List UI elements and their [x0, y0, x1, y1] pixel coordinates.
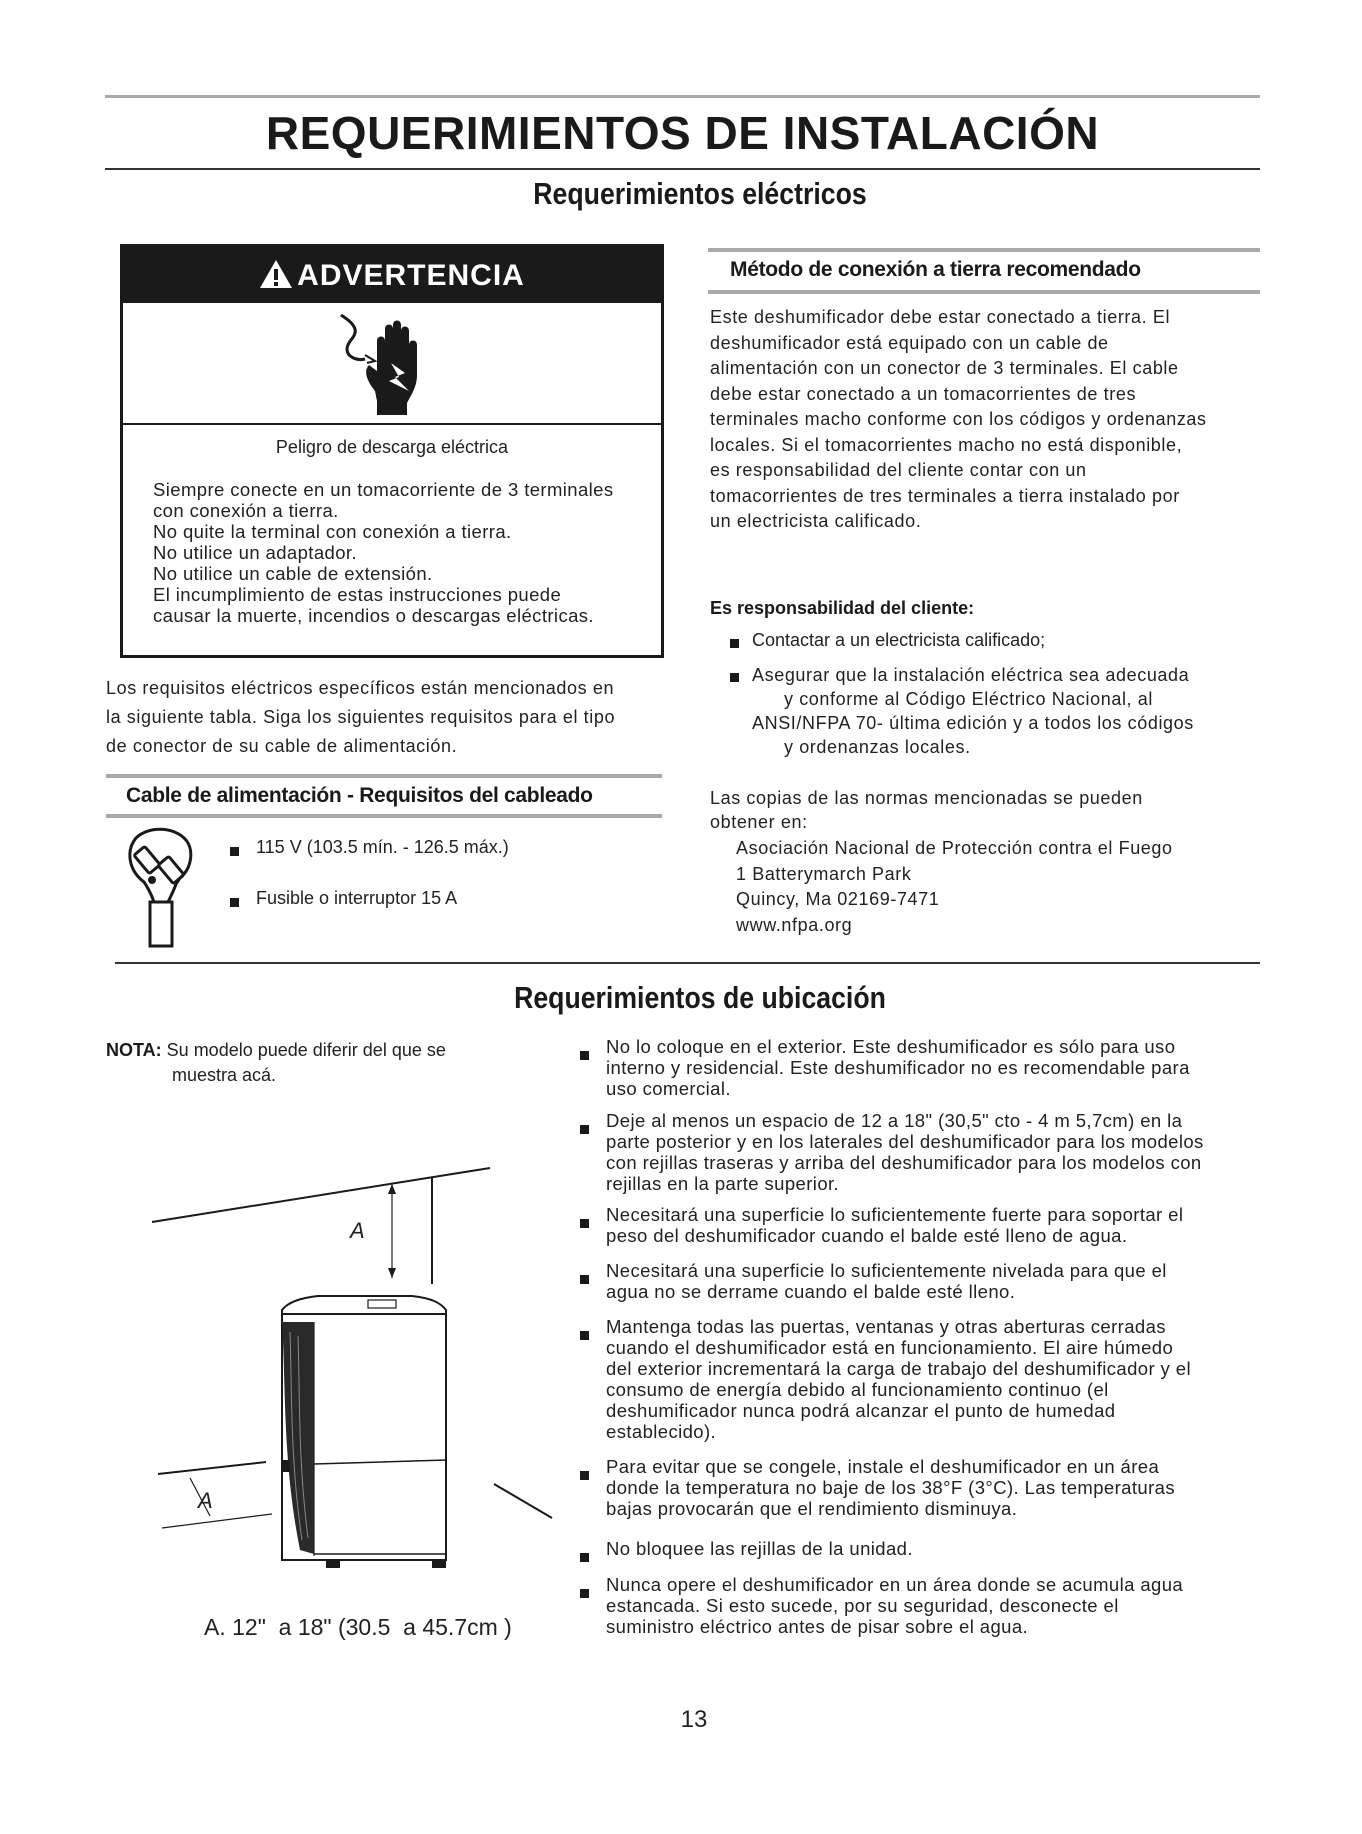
customer-item — [752, 663, 1194, 759]
copies-line: obtener en: — [710, 812, 808, 832]
top-rule — [105, 95, 1260, 98]
address-line: www.nfpa.org — [736, 914, 853, 935]
page-title: REQUERIMIENTOS DE INSTALACIÓN — [265, 107, 1100, 159]
cord-item: 115 V (103.5 mín. - 126.5 máx.) — [256, 837, 509, 857]
dehumidifier-clearance-diagram — [150, 1160, 560, 1640]
diagram-caption: A. 12" a 18" (30.5 a 45.7cm ) — [204, 1614, 512, 1640]
location-line: No bloquee las rejillas de la unidad. — [606, 1538, 913, 1559]
location-item-text — [606, 1204, 1183, 1246]
cord-bullet — [230, 894, 239, 912]
note-line: muestra acá. — [172, 1065, 277, 1085]
warning-hazard: Peligro de descarga eléctrica — [275, 437, 509, 457]
location-line: con rejillas traseras y arriba del deshumificador para los modelos con — [606, 1152, 1202, 1173]
location-line: Deje al menos un espacio de 12 a 18" (30,5" cto - 4 m 5,7cm) en la — [606, 1110, 1183, 1131]
cord-heading: Cable de alimentación - Requisitos del cableado — [126, 784, 593, 807]
location-bullet — [580, 1267, 589, 1288]
location-line: estancada. Si esto sucede, por su seguridad, desconecte el — [606, 1595, 1119, 1616]
customer-bullet — [730, 669, 739, 687]
customer-bullet — [730, 635, 739, 653]
copies-intro — [710, 786, 1143, 834]
warning-line: con conexión a tierra. — [153, 500, 339, 521]
location-line: interno y residencial. Este deshumificador no es recomendable para — [606, 1057, 1190, 1078]
customer-item: Contactar a un electricista calificado; — [752, 630, 1046, 650]
location-line: consumo de energía debido al funcionamiento continuo (el — [606, 1379, 1109, 1400]
electrical-section-title: Requerimientos eléctricos — [533, 176, 867, 211]
requirements-paragraph — [106, 674, 615, 761]
note-label: NOTA: — [106, 1040, 162, 1060]
section-divider — [115, 962, 1260, 964]
location-line: bajas provocarán que el rendimiento disminuya. — [606, 1498, 1018, 1519]
location-line: del exterior incrementará la carga de trabajo del deshumificador y el — [606, 1358, 1191, 1379]
location-line: establecido). — [606, 1421, 717, 1442]
grounding-line: alimentación con un conector de 3 terminales. El cable — [710, 358, 1179, 378]
location-bullet — [580, 1043, 589, 1064]
grounding-line: debe estar conectado a un tomacorrientes de tres — [710, 383, 1137, 404]
location-item-text — [606, 1260, 1167, 1302]
grounding-line: Este deshumificador debe estar conectado a tierra. El — [710, 307, 1171, 327]
location-bullet — [580, 1323, 589, 1344]
warning-line: No quite la terminal con conexión a tierra. — [153, 521, 512, 542]
location-item-text — [606, 1316, 1191, 1442]
location-line: deshumificador nunca podrá alcanzar el punto de humedad — [606, 1400, 1116, 1421]
grounding-heading: Método de conexión a tierra recomendado — [730, 258, 1141, 281]
location-line: cuando el deshumificador está en funcionamiento. El aire húmedo — [606, 1337, 1174, 1358]
grounding-line: deshumificador está equipado con un cable de — [710, 332, 1109, 353]
electric-shock-hand-icon — [333, 311, 443, 417]
location-bullet — [580, 1211, 589, 1232]
location-item-text — [606, 1574, 1183, 1637]
diagram-label-a-side: A — [198, 1488, 213, 1513]
warning-line: El incumplimiento de estas instrucciones puede — [153, 584, 562, 605]
warning-triangle-icon — [259, 259, 293, 289]
warning-lines — [153, 479, 614, 626]
grounding-paragraph — [710, 305, 1207, 535]
warning-separator — [123, 423, 661, 425]
address-line: Quincy, Ma 02169-7471 — [736, 889, 940, 909]
copies-line: Las copias de las normas mencionadas se pueden — [710, 788, 1143, 808]
warning-box — [120, 244, 664, 658]
page-number: 13 — [680, 1706, 708, 1733]
diagram-label-a-top: A — [350, 1218, 365, 1243]
location-line: parte posterior y en los laterales del deshumificador para los modelos — [606, 1131, 1204, 1152]
location-line: Mantenga todas las puertas, ventanas y otras aberturas cerradas — [606, 1316, 1166, 1337]
location-line: peso del deshumificador cuando el balde esté lleno de agua. — [606, 1225, 1128, 1246]
location-section-title: Requerimientos de ubicación — [514, 980, 886, 1015]
customer-item-line: y conforme al Código Eléctrico Nacional, al — [784, 689, 1153, 709]
location-line: Necesitará una superficie lo suficientemente fuerte para soportar el — [606, 1204, 1184, 1225]
warning-line: causar la muerte, incendios o descargas eléctricas. — [153, 605, 594, 626]
grounding-line: un electricista calificado. — [710, 511, 922, 531]
note-line: Su modelo puede diferir del que se — [166, 1040, 446, 1060]
copies-address — [736, 836, 1173, 938]
requirements-line: de conector de su cable de alimentación. — [106, 736, 458, 756]
grounding-rule-top — [708, 248, 1260, 252]
requirements-line: la siguiente tabla. Siga los siguientes requisitos para el tipo — [106, 707, 616, 727]
customer-item-line: y ordenanzas locales. — [784, 737, 971, 757]
address-line: 1 Batterymarch Park — [736, 863, 912, 884]
grounding-line: locales. Si el tomacorrientes macho no está disponible, — [710, 434, 1183, 455]
note — [106, 1040, 446, 1061]
warning-line: No utilice un cable de extensión. — [153, 563, 433, 584]
cord-bullet — [230, 843, 239, 861]
warning-line: No utilice un adaptador. — [153, 542, 357, 563]
cord-rule-top — [106, 774, 662, 778]
location-item-text — [606, 1538, 913, 1559]
customer-item-line: ANSI/NFPA 70- última edición y a todos los códigos — [752, 713, 1194, 733]
location-bullet — [580, 1545, 589, 1566]
location-line: Para evitar que se congele, instale el deshumificador en un área — [606, 1456, 1160, 1477]
grounding-line: es responsabilidad del cliente contar con un — [710, 460, 1087, 480]
location-line: agua no se derrame cuando el balde esté lleno. — [606, 1281, 1016, 1302]
location-bullet — [580, 1117, 589, 1138]
location-line: Necesitará una superficie lo suficientemente nivelada para que el — [606, 1260, 1167, 1281]
address-line: Asociación Nacional de Protección contra el Fuego — [736, 838, 1173, 858]
location-line: rejillas en la parte superior. — [606, 1173, 840, 1194]
cord-rule-bottom — [106, 814, 662, 818]
warning-header — [123, 247, 661, 303]
customer-heading: Es responsabilidad del cliente: — [710, 598, 975, 618]
grounded-plug-icon — [118, 824, 208, 950]
title-rule — [105, 168, 1260, 170]
requirements-line: Los requisitos eléctricos específicos están mencionados en — [106, 678, 615, 698]
grounding-rule-bottom — [708, 290, 1260, 294]
location-item-text — [606, 1036, 1190, 1099]
grounding-line: tomacorrientes de tres terminales a tierra instalado por — [710, 485, 1180, 506]
grounding-line: terminales macho conforme con los códigos y ordenanzas — [710, 409, 1207, 429]
warning-header-text: ADVERTENCIA — [297, 259, 525, 292]
location-line: No lo coloque en el exterior. Este deshumificador es sólo para uso — [606, 1036, 1176, 1057]
location-line: Nunca opere el deshumificador en un área donde se acumula agua — [606, 1574, 1184, 1595]
location-line: suministro eléctrico antes de pisar sobre el agua. — [606, 1616, 1029, 1637]
location-line: donde la temperatura no baje de los 38°F (3°C). Las temperaturas — [606, 1477, 1175, 1498]
location-item-text — [606, 1110, 1204, 1194]
location-item-text — [606, 1456, 1175, 1519]
customer-item-line: Asegurar que la instalación eléctrica sea adecuada — [752, 665, 1190, 685]
warning-line: Siempre conecte en un tomacorriente de 3 terminales — [153, 479, 614, 500]
location-bullet — [580, 1463, 589, 1484]
location-line: uso comercial. — [606, 1078, 731, 1099]
cord-item: Fusible o interruptor 15 A — [256, 888, 458, 908]
location-bullet — [580, 1581, 589, 1602]
